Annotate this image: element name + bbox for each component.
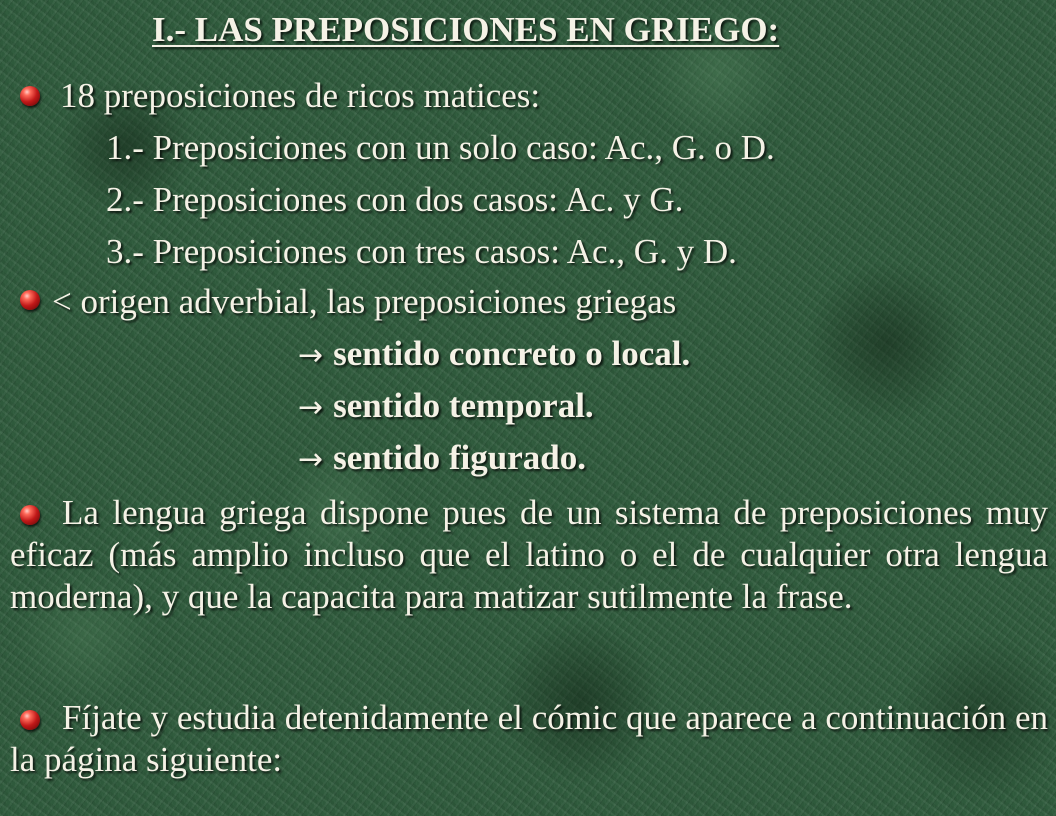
sense-label: sentido temporal. — [333, 386, 594, 425]
paragraph-text: La lengua griega dispone pues de un sistema de preposiciones muy eficaz (más amplio incluso que el latino o el de cualquier otra lengua moderna), y que la capacita para matizar sutilmente la frase. — [10, 493, 1048, 616]
preposition-type-item: 1.- Preposiciones con un solo caso: Ac., G. o D. — [106, 128, 775, 167]
right-arrow-icon: → — [298, 338, 324, 373]
red-sphere-bullet-icon — [20, 290, 40, 310]
preposition-type-item: 3.- Preposiciones con tres casos: Ac., G. y D. — [106, 232, 737, 271]
right-arrow-icon: → — [298, 442, 324, 477]
sense-item — [298, 334, 690, 376]
preposition-type-item: 2.- Preposiciones con dos casos: Ac. y G. — [106, 180, 684, 219]
paragraph-comic-instruction — [10, 697, 1048, 781]
sense-label: sentido figurado. — [333, 438, 586, 477]
sense-item — [298, 386, 594, 428]
sense-label: sentido concreto o local. — [333, 334, 691, 373]
right-arrow-icon: → — [298, 390, 324, 425]
red-sphere-bullet-icon — [20, 86, 40, 106]
paragraph-greek-system — [10, 492, 1048, 618]
page-title: I.- LAS PREPOSICIONES EN GRIEGO: — [152, 10, 780, 49]
origin-line: < origen adverbial, las preposiciones griegas — [52, 282, 677, 321]
paragraph-text: Fíjate y estudia detenidamente el cómic que aparece a continuación en la página siguiente: — [10, 698, 1048, 779]
prepositions-count-line: 18 preposiciones de ricos matices: — [60, 76, 541, 115]
sense-item — [298, 438, 586, 480]
